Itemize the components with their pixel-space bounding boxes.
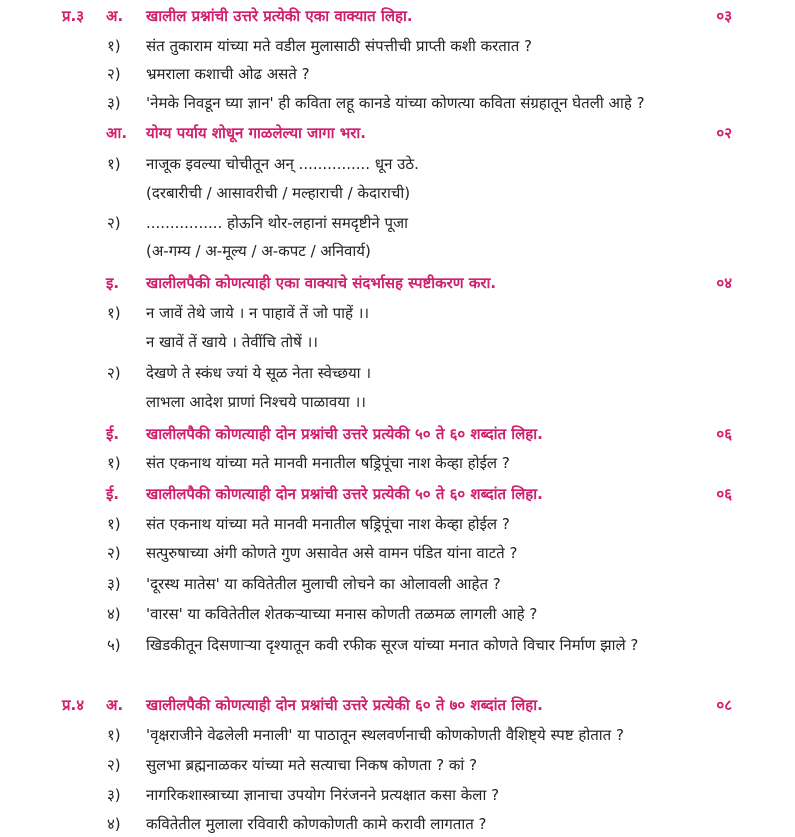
q3-ii-header	[0, 482, 795, 506]
item-number: ३)	[107, 94, 121, 112]
item-text: संत एकनाथ यांच्या मते मानवी मनातील षड्रिपूंचा नाश केव्हा होईल ?	[146, 454, 510, 472]
item-text: सुलभा ब्रह्मनाळकर यांच्या मते सत्याचा निकष कोणता ? कां ?	[146, 756, 478, 774]
options-text: (अ-गम्य / अ-मूल्य / अ-कपट / अनिवार्य)	[146, 242, 371, 260]
section-heading: खालील प्रश्नांची उत्तरे प्रत्येकी एका वाक्यात लिहा.	[146, 7, 413, 25]
verse-line: लाभला आदेश प्राणां निश्चये पाळावया ।।	[146, 393, 366, 411]
item-number: २)	[107, 65, 121, 83]
question-item	[0, 91, 795, 115]
question-item	[0, 152, 795, 176]
options-text: (दरबारीची / आसावरीची / मल्हाराची / केदाराची)	[146, 184, 411, 202]
item-number: १)	[107, 37, 121, 55]
question-item	[0, 753, 795, 777]
question-item	[0, 541, 795, 565]
question-item	[0, 211, 795, 235]
question-item	[0, 633, 795, 657]
question-item	[0, 572, 795, 596]
item-text: 'दूरस्थ मातेस' या कवितेतील मुलाची लोचने का ओलावली आहेत ?	[146, 575, 501, 593]
section-heading: खालीलपैकी कोणत्याही दोन प्रश्नांची उत्तरे प्रत्येकी ५० ते ६० शब्दांत लिहा.	[146, 485, 543, 503]
section-heading: खालीलपैकी कोणत्याही एका वाक्याचे संदर्भासह स्पष्टीकरण करा.	[146, 274, 497, 292]
item-text: 'वारस' या कवितेतील शेतकऱ्याच्या मनास कोणती तळमळ लागली आहे ?	[146, 605, 538, 623]
verse-line: न जावें तेथे जाये । न पाहावें तें जो पाहें ।।	[146, 304, 370, 322]
section-label: ई.	[106, 485, 120, 503]
section-heading: खालीलपैकी कोणत्याही दोन प्रश्नांची उत्तरे प्रत्येकी ६० ते ७० शब्दांत लिहा.	[146, 696, 543, 714]
q3-ii-first-header	[0, 422, 795, 446]
question-item	[0, 451, 795, 475]
item-number: ५)	[107, 636, 121, 654]
item-number: ३)	[107, 575, 121, 593]
q4-a-header	[0, 693, 795, 717]
section-marks: ०६	[716, 425, 732, 443]
item-number: १)	[107, 155, 121, 173]
item-number: २)	[107, 364, 121, 382]
item-number: २)	[107, 756, 121, 774]
section-heading: योग्य पर्याय शोधून गाळलेल्या जागा भरा.	[146, 124, 367, 142]
item-number: ३)	[107, 786, 121, 804]
verse-line: देखणे ते स्कंध ज्यां ये सूळ नेता स्वेच्छया ।	[146, 364, 372, 382]
question-item	[0, 62, 795, 86]
item-number: १)	[107, 726, 121, 744]
question-item	[0, 301, 795, 325]
item-options	[0, 181, 795, 205]
question-item	[0, 602, 795, 626]
verse-line: न खावें तें खाये । तेवींचि तोषें ।।	[146, 333, 318, 351]
item-text: 'नेमके निवडून घ्या ज्ञान' ही कविता लहू कानडे यांच्या कोणत्या कविता संग्रहातून घेतली आहे ?	[146, 94, 645, 112]
item-number: २)	[107, 544, 121, 562]
item-number: १)	[107, 454, 121, 472]
item-number: २)	[107, 214, 121, 232]
question-item	[0, 34, 795, 58]
question-item	[0, 361, 795, 385]
question-item	[0, 783, 795, 807]
q3-i-header	[0, 271, 795, 295]
question-item	[0, 723, 795, 747]
item-number: ४)	[107, 605, 121, 623]
section-label: ई.	[106, 425, 120, 443]
item-text: 'वृक्षराजीने वेढलेली मनाली' या पाठातून स्थलवर्णनाची कोणकोणती वैशिष्ट्ये स्पष्ट होतात ?	[146, 726, 624, 744]
section-label: आ.	[106, 124, 128, 142]
item-text: संत तुकाराम यांच्या मते वडील मुलासाठी संपत्तीची प्राप्ती कशी करतात ?	[146, 37, 533, 55]
section-marks: ०३	[716, 7, 732, 25]
item-number: १)	[107, 515, 121, 533]
verse-line-row	[0, 330, 795, 354]
question-number: प्र.३	[62, 7, 85, 25]
verse-line-row	[0, 390, 795, 414]
section-marks: ०२	[716, 124, 732, 142]
item-text: सत्पुरुषाच्या अंगी कोणते गुण असावेत असे वामन पंडित यांना वाटते ?	[146, 544, 518, 562]
question-item	[0, 812, 795, 836]
q3-aa-header	[0, 121, 795, 145]
item-text: नाजूक इवल्या चोचीतून अन् ............... धून उठे.	[146, 155, 419, 173]
item-text: भ्रमराला कशाची ओढ असते ?	[146, 65, 310, 83]
item-options	[0, 239, 795, 263]
section-marks: ०६	[716, 485, 732, 503]
item-text: नागरिकशास्त्राच्या ज्ञानाचा उपयोग निरंजनने प्रत्यक्षात कसा केला ?	[146, 786, 500, 804]
q3-a-header	[0, 4, 795, 28]
item-text: कवितेतील मुलाला रविवारी कोणकोणती कामे करावी लागतात ?	[146, 815, 487, 833]
section-marks: ०८	[716, 696, 732, 714]
section-marks: ०४	[716, 274, 732, 292]
question-item	[0, 512, 795, 536]
item-text: खिडकीतून दिसणाऱ्या दृश्यातून कवी रफीक सूरज यांच्या मनात कोणते विचार निर्माण झाले ?	[146, 636, 639, 654]
item-text: ................ होऊनि थोर-लहानां समदृष्टीने पूजा	[146, 214, 409, 232]
item-number: ४)	[107, 815, 121, 833]
section-heading: खालीलपैकी कोणत्याही दोन प्रश्नांची उत्तरे प्रत्येकी ५० ते ६० शब्दांत लिहा.	[146, 425, 543, 443]
item-text: संत एकनाथ यांच्या मते मानवी मनातील षड्रिपूंचा नाश केव्हा होईल ?	[146, 515, 510, 533]
question-number: प्र.४	[62, 696, 85, 714]
section-label: अ.	[106, 7, 124, 25]
section-label: अ.	[106, 696, 124, 714]
item-number: १)	[107, 304, 121, 322]
section-label: इ.	[106, 274, 120, 292]
